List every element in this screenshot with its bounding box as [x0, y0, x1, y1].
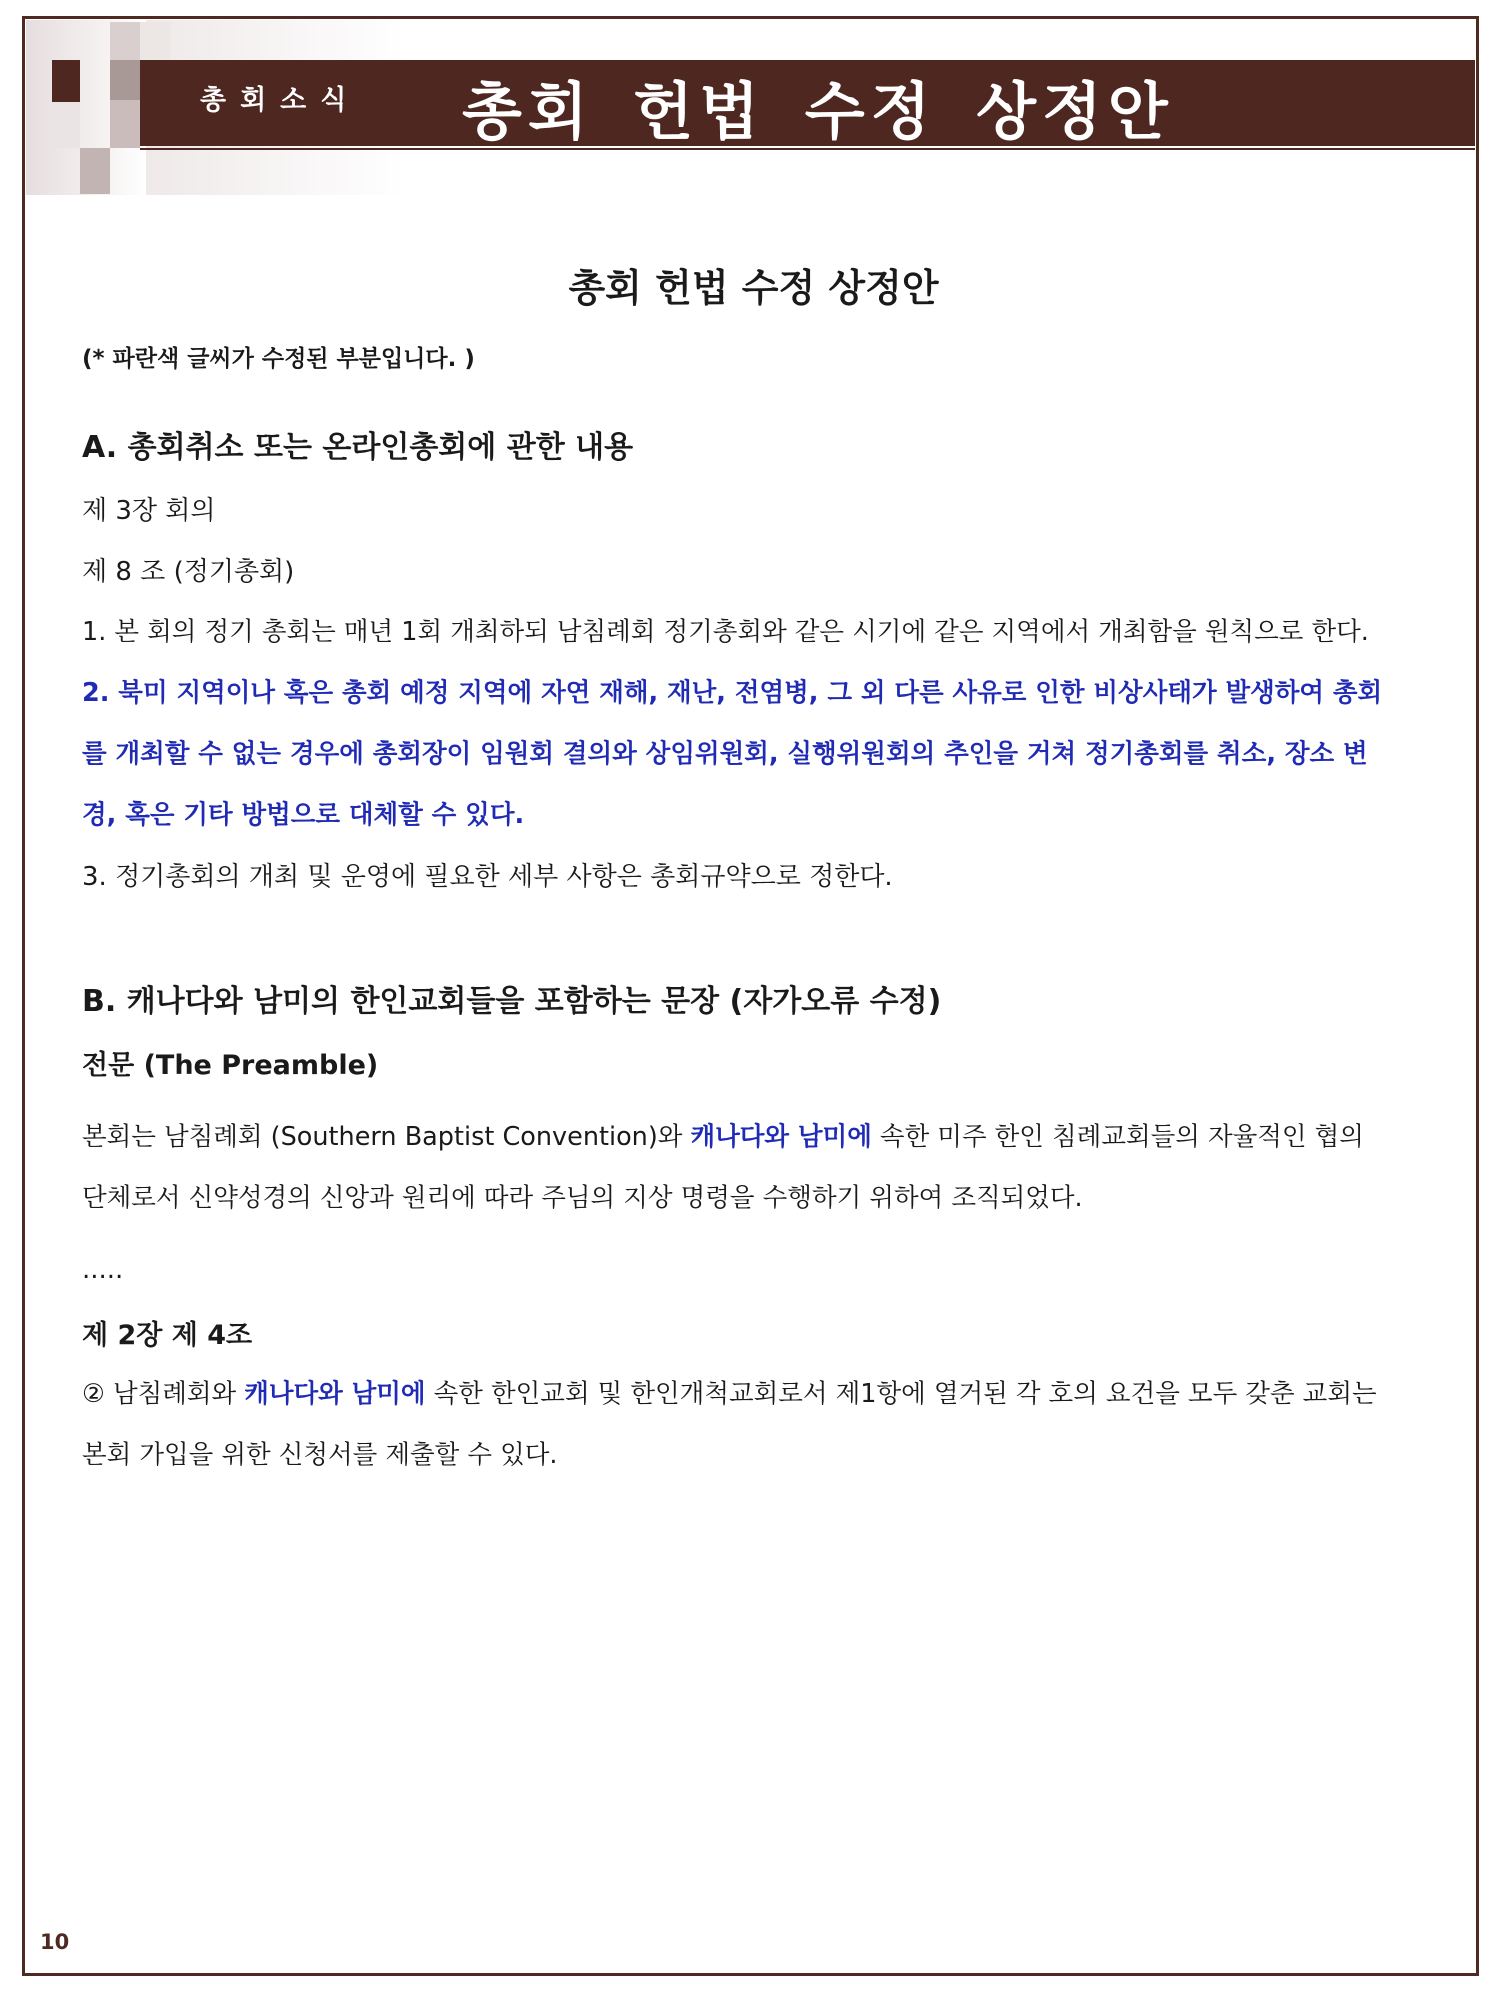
section-a-heading: A. 총회취소 또는 온라인총회에 관한 내용: [82, 430, 634, 465]
header-title: 총회 헌법 수정 상정안: [462, 75, 1174, 148]
article-highlight: 캐나다와 남미에: [244, 1379, 426, 1409]
preamble-heading: 전문 (The Preamble): [82, 1050, 379, 1081]
section-a-item-1: 1. 본 회의 정기 총회는 매년 1회 개최하되 남침례회 정기총회와 같은 시기에 같은 지역에서 개최함을 원칙으로 한다.: [82, 617, 1369, 647]
article-line-2: 본회 가입을 위한 신청서를 제출할 수 있다.: [82, 1440, 558, 1470]
preamble-text-before: 본회는 남침례회 (Southern Baptist Convention)와: [82, 1122, 691, 1152]
article-line-1: [82, 1374, 1377, 1410]
section-a-item-2-line-1: 2. 북미 지역이나 혹은 총회 예정 지역에 자연 재해, 재난, 전염병, 그 외 다른 사유로 인한 비상사태가 발생하여 총회: [82, 678, 1383, 708]
section-a-article: 제 8 조 (정기총회): [82, 557, 295, 587]
section-b-heading: B. 캐나다와 남미의 한인교회들을 포함하는 문장 (자가오류 수정): [82, 984, 942, 1019]
revision-note: (* 파란색 글씨가 수정된 부분입니다. ): [82, 346, 475, 372]
preamble-text-after: 속한 미주 한인 침례교회들의 자율적인 협의: [871, 1122, 1364, 1152]
article-text-before: ② 남침례회와: [82, 1379, 245, 1409]
section-a-chapter: 제 3장 회의: [82, 496, 216, 526]
section-a-item-2-line-3: 경, 혹은 기타 방법으로 대체할 수 있다.: [82, 800, 525, 830]
preamble-line-1: [82, 1117, 1364, 1153]
page-number: 10: [40, 1930, 70, 1954]
preamble-highlight: 캐나다와 남미에: [690, 1122, 872, 1152]
section-a-item-3: 3. 정기총회의 개최 및 운영에 필요한 세부 사항은 총회규약으로 정한다.: [82, 862, 893, 892]
article-text-after: 속한 한인교회 및 한인개척교회로서 제1항에 열거된 각 호의 요건을 모두 갖춘 교회는: [425, 1379, 1377, 1409]
preamble-line-2: 단체로서 신약성경의 신앙과 원리에 따라 주님의 지상 명령을 수행하기 위하여 조직되었다.: [82, 1183, 1083, 1213]
article-heading: 제 2장 제 4조: [82, 1320, 253, 1351]
section-a-item-2-line-2: 를 개최할 수 없는 경우에 총회장이 임원회 결의와 상임위원회, 실행위원회의 추인을 거쳐 정기총회를 취소, 장소 변: [82, 739, 1368, 769]
ellipsis: .....: [82, 1255, 124, 1285]
document-title: 총회 헌법 수정 상정안: [568, 266, 939, 310]
section-label: 총회소식: [200, 85, 361, 116]
